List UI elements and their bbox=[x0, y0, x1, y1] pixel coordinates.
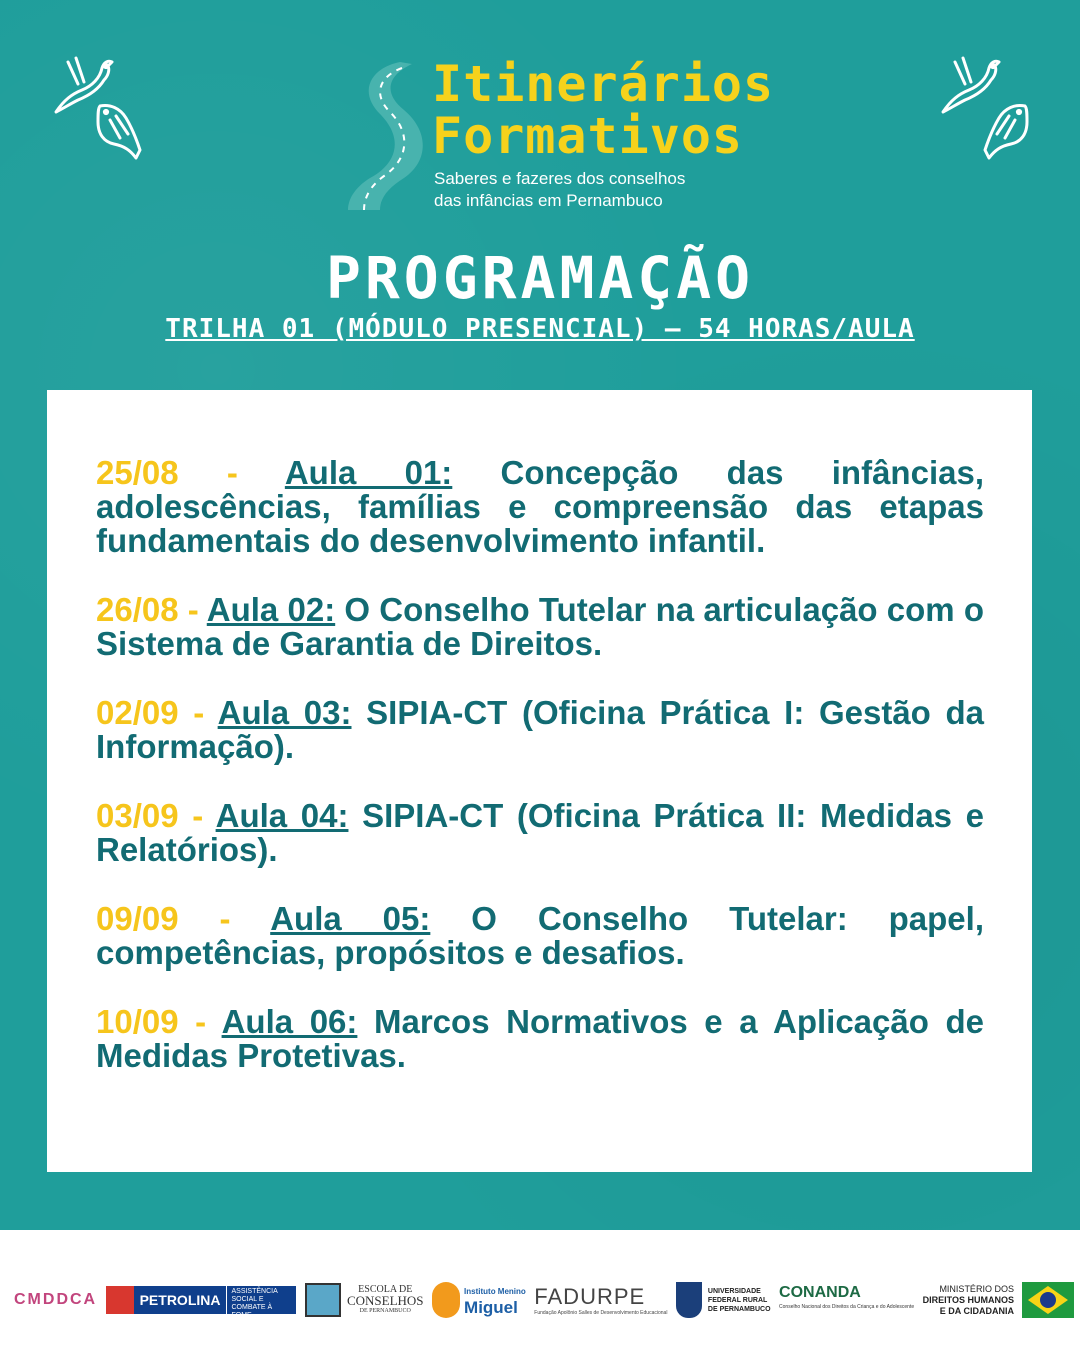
schedule-text: Concepção das infâncias, adolescências, famílias e compreensão das etapas fundamentais do desenvolvimento infantil. bbox=[96, 454, 984, 559]
mdh-line3 bbox=[923, 1306, 1014, 1317]
child-icon bbox=[432, 1282, 460, 1318]
ufrpe-line1: UNIVERSIDADE bbox=[707, 1287, 761, 1295]
fadurpe-logo bbox=[534, 1284, 667, 1316]
schedule-item bbox=[96, 1005, 984, 1073]
schedule-aula: Aula 06: bbox=[221, 1003, 358, 1040]
schedule-text: SIPIA-CT (Oficina Prática I: Gestão da Informação). bbox=[96, 694, 984, 765]
bird-icon-left-bottom bbox=[90, 98, 150, 168]
schedule-aula: Aula 05: bbox=[270, 900, 431, 937]
menino-miguel-logo bbox=[432, 1282, 526, 1318]
logo-subtitle bbox=[434, 168, 685, 212]
page-title: PROGRAMAÇÃO bbox=[325, 244, 755, 312]
escola-line2: CONSELHOS bbox=[346, 1292, 424, 1308]
schedule-date: 26/08 - bbox=[96, 591, 199, 628]
logo-title-line1: Itinerários bbox=[432, 55, 775, 113]
mdh-line1: MINISTÉRIO DOS bbox=[939, 1283, 1014, 1294]
schedule-item bbox=[96, 456, 984, 558]
petrolina-flag-icon bbox=[106, 1286, 134, 1314]
fadurpe-sub: Fundação Apolônio Salles de Desenvolvimento Educacional bbox=[534, 1310, 668, 1316]
mdh-line2 bbox=[923, 1295, 1014, 1306]
schedule-card bbox=[47, 390, 1032, 1172]
ufrpe-logo bbox=[676, 1282, 771, 1318]
logo-title bbox=[432, 55, 775, 165]
escola-line3: DE PERNAMBUCO bbox=[359, 1307, 411, 1314]
menino-name: Miguel bbox=[464, 1298, 518, 1317]
shield-icon bbox=[676, 1282, 702, 1318]
schedule-item bbox=[96, 902, 984, 970]
brazil-flag-circle bbox=[1040, 1292, 1056, 1308]
schedule-aula: Aula 02: bbox=[206, 591, 336, 628]
petrolina-sub: SECRETARIA DE ASSISTÊNCIA SOCIAL E COMBATE À FOME bbox=[226, 1280, 288, 1320]
schedule-aula: Aula 03: bbox=[217, 694, 352, 731]
ufrpe-line2: FEDERAL RURAL bbox=[707, 1296, 768, 1304]
book-icon bbox=[305, 1283, 341, 1317]
menino-top: Instituto Menino bbox=[464, 1287, 526, 1296]
bird-icon-right-bottom bbox=[975, 98, 1035, 168]
mdh-line3-text: E DA CIDADANIA bbox=[939, 1305, 1014, 1316]
logo-subtitle-line1: Saberes e fazeres dos conselhos bbox=[434, 169, 686, 188]
road-icon bbox=[340, 58, 430, 213]
fadurpe-name: FADURPE bbox=[534, 1284, 646, 1309]
petrolina-name: PETROLINA bbox=[139, 1292, 221, 1308]
partner-logos bbox=[14, 1270, 1074, 1330]
schedule-date: 10/09 - bbox=[96, 1003, 207, 1040]
schedule-date: 09/09 - bbox=[96, 900, 231, 937]
schedule-date: 25/08 - bbox=[96, 454, 238, 491]
schedule-item bbox=[96, 799, 984, 867]
ministerio-logo bbox=[923, 1282, 1074, 1318]
schedule-text: O Conselho Tutelar: papel, competências, propósitos e desafios. bbox=[96, 900, 984, 971]
schedule-date: 03/09 - bbox=[96, 797, 204, 834]
page-subtitle: TRILHA 01 (MÓDULO PRESENCIAL) — 54 HORAS/AULA bbox=[165, 314, 915, 344]
logo-title-line2: Formativos bbox=[432, 107, 744, 165]
cmdca-logo: CMDDCA bbox=[14, 1291, 98, 1308]
ufrpe-line3: DE PERNAMBUCO bbox=[707, 1305, 771, 1313]
schedule-aula: Aula 04: bbox=[215, 797, 349, 834]
footer-logos-bar bbox=[0, 1230, 1080, 1350]
conanda-logo bbox=[779, 1286, 914, 1314]
schedule-item bbox=[96, 593, 984, 661]
conanda-sub: Conselho Nacional dos Direitos da Criança e do Adolescente bbox=[779, 1304, 915, 1310]
schedule-date: 02/09 - bbox=[96, 694, 205, 731]
schedule-text: Marcos Normativos e a Aplicação de Medidas Protetivas. bbox=[96, 1003, 985, 1074]
schedule-text: O Conselho Tutelar na articulação com o Sistema de Garantia de Direitos. bbox=[96, 591, 984, 662]
petrolina-logo bbox=[106, 1280, 297, 1319]
schedule-text: SIPIA-CT (Oficina Prática II: Medidas e Relatórios). bbox=[96, 797, 985, 868]
escola-conselhos-logo bbox=[305, 1283, 424, 1317]
brazil-flag-icon bbox=[1022, 1282, 1074, 1318]
itinerarios-logo bbox=[340, 55, 775, 218]
schedule-aula: Aula 01: bbox=[284, 454, 453, 491]
mdh-line2-text: DIREITOS HUMANOS bbox=[922, 1294, 1014, 1305]
conanda-name: CONANDA bbox=[779, 1284, 861, 1301]
escola-line1: ESCOLA DE bbox=[358, 1283, 413, 1295]
logo-subtitle-line2: das infâncias em Pernambuco bbox=[434, 191, 663, 210]
schedule-item bbox=[96, 696, 984, 764]
